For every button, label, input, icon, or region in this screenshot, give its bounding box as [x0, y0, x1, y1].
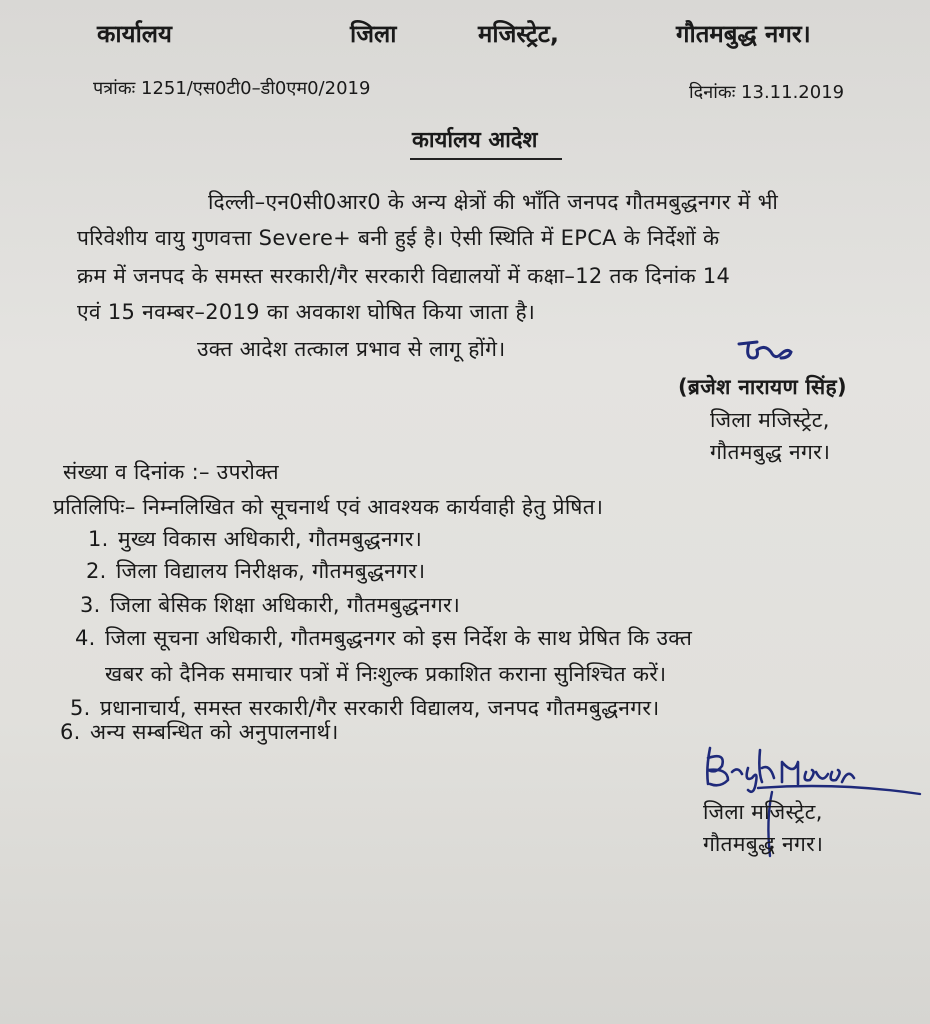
- header-office: कार्यालय: [97, 20, 172, 48]
- footer-designation: जिला मजिस्ट्रेट,: [703, 800, 823, 824]
- list-item-text: जिला सूचना अधिकारी, गौतमबुद्धनगर को इस निर्देश के साथ प्रेषित कि उक्त: [105, 626, 693, 650]
- title-underline: [410, 158, 562, 160]
- footer-place: गौतमबुद्ध नगर।: [703, 832, 824, 856]
- list-item-number: 6.: [60, 720, 81, 744]
- body-line-5: उक्त आदेश तत्काल प्रभाव से लागू होंगे।: [197, 337, 506, 361]
- list-item-text: जिला विद्यालय निरीक्षक, गौतमबुद्धनगर।: [116, 559, 426, 583]
- list-item-text: खबर को दैनिक समाचार पत्रों में निःशुल्क प्रकाशित कराना सुनिश्चित करें।: [105, 662, 667, 686]
- list-item: [70, 698, 660, 719]
- list-item-number: 3.: [80, 593, 101, 617]
- header-place: गौतमबुद्ध नगर।: [676, 20, 811, 48]
- list-item-text: अन्य सम्बन्धित को अनुपालनार्थ।: [90, 720, 339, 744]
- list-item-number: 2.: [86, 559, 107, 583]
- list-item-number: 1.: [88, 527, 109, 551]
- reference-date: दिनांकः 13.11.2019: [689, 82, 845, 103]
- header-district: जिला: [350, 20, 397, 48]
- list-item-text: प्रधानाचार्य, समस्त सरकारी/गैर सरकारी विद्यालय, जनपद गौतमबुद्धनगर।: [100, 696, 660, 720]
- signatory-designation: जिला मजिस्ट्रेट,: [710, 408, 830, 432]
- pratilipi-line: प्रतिलिपिः– निम्नलिखित को सूचनार्थ एवं आवश्यक कार्यवाही हेतु प्रेषित।: [53, 495, 604, 519]
- list-item-number: 4.: [75, 626, 96, 650]
- reference-number: पत्रांकः 1251/एस0टी0–डी0एम0/2019: [93, 78, 371, 99]
- list-item-number: 5.: [70, 696, 91, 720]
- list-item: [60, 722, 339, 743]
- handwritten-signature: [698, 738, 923, 798]
- body-line-1: दिल्ली–एन0सी0आर0 के अन्य क्षेत्रों की भाँति जनपद गौतमबुद्धनगर में भी: [208, 190, 779, 214]
- list-item: [75, 664, 666, 685]
- list-item: [80, 595, 460, 616]
- list-item: [75, 628, 692, 649]
- order-title: कार्यालय आदेश: [412, 128, 538, 153]
- body-line-4: एवं 15 नवम्बर–2019 का अवकाश घोषित किया जाता है।: [77, 300, 536, 324]
- list-item: [88, 529, 422, 550]
- list-item: [86, 561, 425, 582]
- list-item-text: जिला बेसिक शिक्षा अधिकारी, गौतमबुद्धनगर।: [110, 593, 461, 617]
- signatory-name: (ब्रजेश नारायण सिंह): [678, 375, 847, 399]
- header-magistrate: मजिस्ट्रेट,: [478, 20, 560, 48]
- body-line-2: परिवेशीय वायु गुणवत्ता Severe+ बनी हुई है। ऐसी स्थिति में EPCA के निर्देशों के: [77, 226, 720, 250]
- signatory-place: गौतमबुद्ध नगर।: [710, 440, 831, 464]
- list-item-text: मुख्य विकास अधिकारी, गौतमबुद्धनगर।: [118, 527, 423, 551]
- initials-signature: [735, 336, 795, 366]
- body-line-3: क्रम में जनपद के समस्त सरकारी/गैर सरकारी विद्यालयों में कक्षा–12 तक दिनांक 14: [77, 264, 731, 288]
- sankhya-line: संख्या व दिनांक :– उपरोक्त: [63, 460, 279, 484]
